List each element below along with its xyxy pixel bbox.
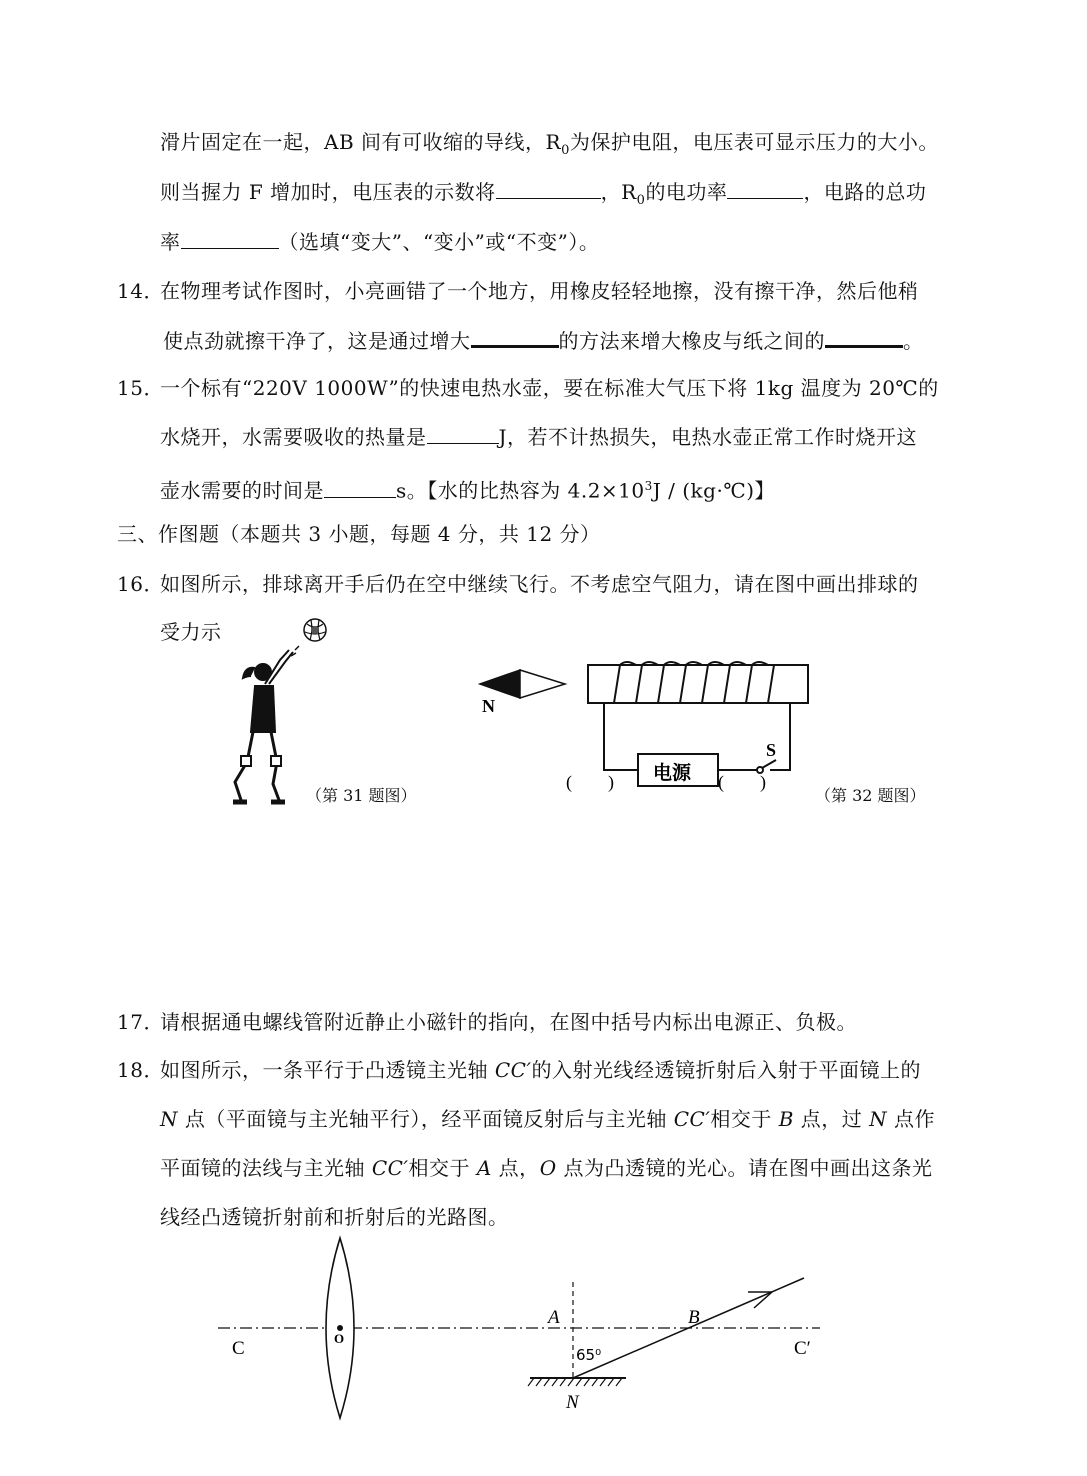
angle-label: 65⁰ <box>576 1346 602 1364</box>
q17-number: 17． <box>117 1010 164 1034</box>
label-c-prime: C′ <box>794 1338 811 1359</box>
figure-31-caption: （第 31 题图） <box>306 786 417 805</box>
q13-line-1: 滑片固定在一起，AB 间有可收缩的导线，$R_0$为保护电阻，电压表可显示压力的大小。 <box>160 130 939 158</box>
answer-blank-14b[interactable] <box>825 325 903 348</box>
q15-number: 15． <box>117 376 164 400</box>
mirror-hatching <box>528 1378 622 1386</box>
q15-line-1: 一个标有“220V 1000W”的快速电热水壶，要在标准大气压下将 1kg 温度为 20℃的 <box>160 376 939 400</box>
figure-18-optics <box>200 1230 840 1470</box>
answer-blank-time[interactable] <box>324 477 396 498</box>
left-pole-bracket: ( ) <box>566 772 614 792</box>
label-b: B <box>688 1307 700 1328</box>
answer-blank-voltage[interactable] <box>496 178 601 199</box>
q18-line-2: N 点（平面镜与主光轴平行），经平面镜反射后与主光轴 CC′相交于 B 点，过 N 点作 <box>160 1107 936 1131</box>
q15-line-3: 壶水需要的时间是 s。【水的比热容为 $4.2\times 10^3J$ / (kg·℃)】 <box>160 478 776 503</box>
solenoid-coil <box>588 662 808 786</box>
label-a: A <box>548 1307 560 1328</box>
label-n: N <box>566 1392 579 1413</box>
answer-blank-r0-power[interactable] <box>727 178 803 199</box>
figure-32-caption: （第 32 题图） <box>815 786 926 805</box>
q18-line-4: 线经凸透镜折射前和折射后的光路图。 <box>160 1205 509 1229</box>
answer-blank-14a[interactable] <box>471 325 559 348</box>
q18-line-1: 如图所示，一条平行于凸透镜主光轴 CC′的入射光线经透镜折射后入射于平面镜上的 <box>160 1058 922 1082</box>
compass-needle-icon <box>480 670 565 698</box>
q13-line-2: 则当握力 F 增加时，电压表的示数将 ，$R_0$的电功率 ，电路的总功 <box>160 180 927 208</box>
q13-line-3: 率 （选填“变大”、“变小”或“不变”）。 <box>160 230 600 254</box>
q14-line-1: 在物理考试作图时，小亮画错了一个地方，用橡皮轻轻地擦，没有擦干净，然后他稍 <box>160 279 919 303</box>
right-pole-bracket: ( ) <box>718 772 766 792</box>
volleyball-icon <box>304 619 326 641</box>
answer-blank-total-power[interactable] <box>181 228 279 249</box>
section-heading: 三、作图题（本题共 3 小题，每题 4 分，共 12 分） <box>117 522 601 546</box>
q16-number: 16． <box>117 572 164 596</box>
label-o: O <box>334 1331 345 1346</box>
q14-line-2: 使点劲就擦干净了，这是通过增大 的方法来增大橡皮与纸之间的 。 <box>163 325 924 355</box>
q16-line-1: 如图所示，排球离开手后仍在空中继续飞行。不考虑空气阻力，请在图中画出排球的 <box>160 572 919 596</box>
needle-n-label: N <box>482 696 495 716</box>
q16-line-2: 受力示 <box>160 620 222 644</box>
switch-s-label: S <box>766 740 777 760</box>
q14-number: 14． <box>117 279 164 303</box>
answer-blank-heat[interactable] <box>427 423 499 444</box>
player-icon <box>233 646 299 802</box>
label-c: C <box>232 1338 245 1359</box>
figure-31-volleyball <box>225 612 340 812</box>
q18-line-3: 平面镜的法线与主光轴 CC′相交于 A 点，O 点为凸透镜的光心。请在图中画出这条光 <box>160 1156 933 1180</box>
figure-32-solenoid <box>470 650 830 810</box>
power-source-label: 电源 <box>653 762 692 784</box>
q17-line-1: 请根据通电螺线管附近静止小磁针的指向，在图中括号内标出电源正、负极。 <box>160 1010 857 1034</box>
q18-number: 18． <box>117 1058 164 1082</box>
q15-line-2: 水烧开，水需要吸收的热量是 J，若不计热损失，电热水壶正常工作时烧开这 <box>160 425 918 449</box>
